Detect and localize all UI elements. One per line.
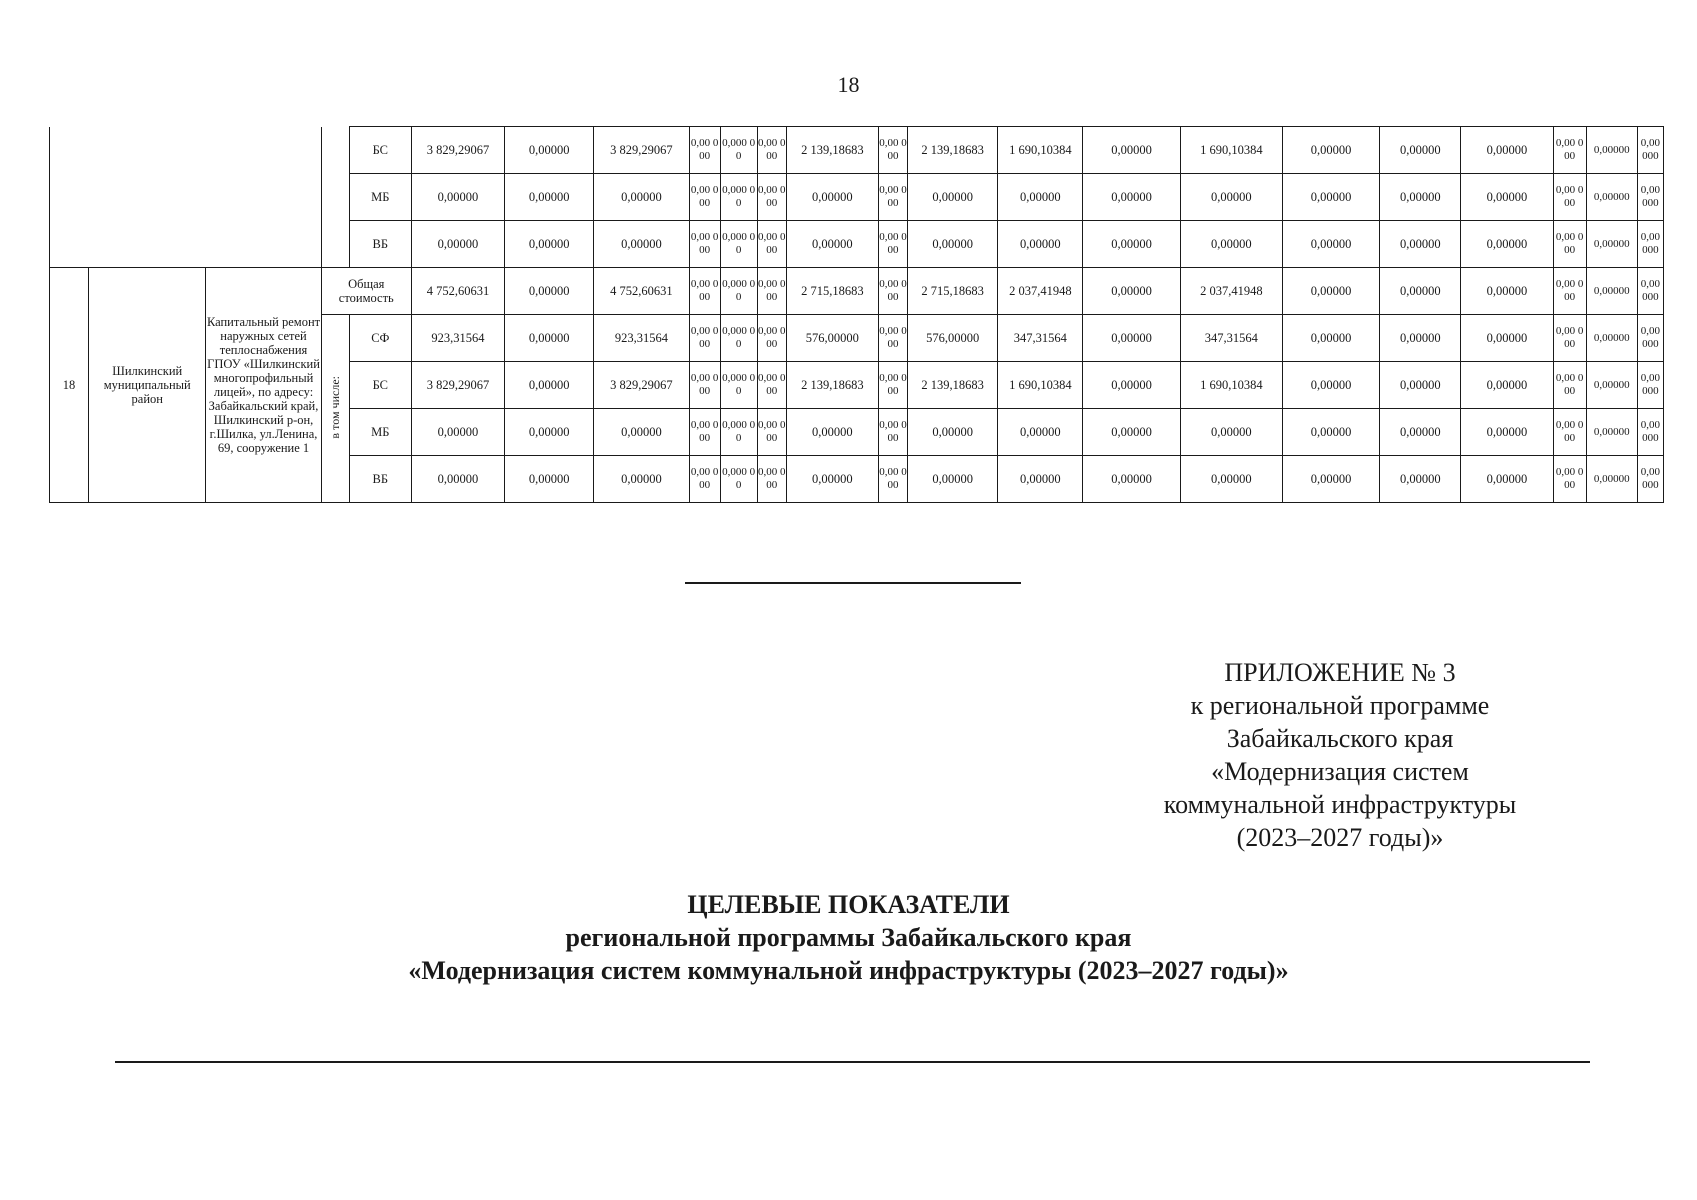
value-cell: 0,00000 bbox=[1083, 456, 1180, 503]
value-cell: 0,00 000 bbox=[1553, 127, 1586, 174]
value-cell: 576,00000 bbox=[786, 315, 878, 362]
value-cell: 0,00000 bbox=[1461, 221, 1553, 268]
value-cell: 0,00000 bbox=[1083, 362, 1180, 409]
source-label: БС bbox=[349, 362, 411, 409]
value-cell: 0,00 000 bbox=[689, 362, 720, 409]
value-cell: 923,31564 bbox=[594, 315, 689, 362]
value-cell: 0,00000 bbox=[1180, 456, 1282, 503]
source-label: ВБ bbox=[349, 456, 411, 503]
value-cell: 0,00 000 bbox=[757, 221, 786, 268]
value-cell: 0,00000 bbox=[908, 456, 998, 503]
value-cell: 0,00000 bbox=[1586, 174, 1637, 221]
value-cell: 0,000 00 bbox=[720, 174, 757, 221]
value-cell: 0,00000 bbox=[1586, 315, 1637, 362]
value-cell: 0,00 000 bbox=[1637, 409, 1663, 456]
value-cell: 0,00 000 bbox=[1637, 127, 1663, 174]
value-cell: 0,000 00 bbox=[720, 221, 757, 268]
source-label: БС bbox=[349, 127, 411, 174]
value-cell: 0,00 000 bbox=[1637, 456, 1663, 503]
value-cell: 0,00000 bbox=[1083, 315, 1180, 362]
appendix-line: коммунальной инфраструктуры bbox=[1163, 790, 1517, 819]
value-cell: 0,00 000 bbox=[1637, 315, 1663, 362]
table-row bbox=[50, 127, 1664, 174]
value-cell: 0,00000 bbox=[1461, 456, 1553, 503]
value-cell: 0,00000 bbox=[1083, 127, 1180, 174]
value-cell: 3 829,29067 bbox=[411, 127, 504, 174]
value-cell: 0,00000 bbox=[998, 221, 1083, 268]
value-cell: 0,00000 bbox=[1586, 127, 1637, 174]
value-cell: 0,000 00 bbox=[720, 409, 757, 456]
appendix-line: «Модернизация систем bbox=[1211, 757, 1469, 786]
value-cell: 347,31564 bbox=[998, 315, 1083, 362]
value-cell: 0,00000 bbox=[594, 456, 689, 503]
value-cell: 0,00 000 bbox=[757, 174, 786, 221]
value-cell: 0,00 000 bbox=[1637, 221, 1663, 268]
value-cell: 0,000 00 bbox=[720, 315, 757, 362]
value-cell: 0,00 000 bbox=[1553, 362, 1586, 409]
appendix-line: (2023–2027 годы)» bbox=[1236, 823, 1444, 852]
section-heading bbox=[0, 888, 1697, 987]
source-label: МБ bbox=[349, 174, 411, 221]
value-cell: 0,00000 bbox=[1180, 221, 1282, 268]
value-cell: 0,00000 bbox=[1586, 409, 1637, 456]
source-label: СФ bbox=[349, 315, 411, 362]
value-cell: 0,00 000 bbox=[878, 315, 907, 362]
source-label: ВБ bbox=[349, 221, 411, 268]
value-cell: 0,00 000 bbox=[1637, 174, 1663, 221]
value-cell: 0,00 000 bbox=[878, 362, 907, 409]
value-cell: 0,00 000 bbox=[757, 127, 786, 174]
financing-table-body bbox=[50, 127, 1664, 503]
value-cell: 0,00 000 bbox=[757, 456, 786, 503]
appendix-block bbox=[1140, 656, 1540, 854]
value-cell: 0,00000 bbox=[1586, 268, 1637, 315]
value-cell: 0,00000 bbox=[1180, 174, 1282, 221]
value-cell: 0,00000 bbox=[505, 315, 594, 362]
table-row bbox=[50, 268, 1664, 315]
value-cell: 0,00000 bbox=[786, 174, 878, 221]
value-cell: 2 139,18683 bbox=[908, 362, 998, 409]
value-cell: 0,00 000 bbox=[878, 174, 907, 221]
value-cell: 0,00000 bbox=[786, 409, 878, 456]
value-cell: 0,00 000 bbox=[1637, 362, 1663, 409]
value-cell: 0,00000 bbox=[411, 456, 504, 503]
value-cell: 0,00000 bbox=[411, 221, 504, 268]
value-cell: 0,00000 bbox=[1586, 362, 1637, 409]
value-cell: 1 690,10384 bbox=[998, 362, 1083, 409]
value-cell: 0,00000 bbox=[786, 221, 878, 268]
value-cell: 0,00 000 bbox=[878, 127, 907, 174]
value-cell: 2 715,18683 bbox=[908, 268, 998, 315]
value-cell: 3 829,29067 bbox=[411, 362, 504, 409]
value-cell: 0,00000 bbox=[1380, 362, 1461, 409]
value-cell: 2 715,18683 bbox=[786, 268, 878, 315]
value-cell: 0,00 000 bbox=[1553, 315, 1586, 362]
value-cell: 0,00000 bbox=[1282, 127, 1379, 174]
appendix-line: ПРИЛОЖЕНИЕ № 3 bbox=[1224, 658, 1456, 687]
value-cell: 0,00000 bbox=[594, 409, 689, 456]
value-cell: 0,00 000 bbox=[689, 127, 720, 174]
value-cell: 0,00000 bbox=[1180, 409, 1282, 456]
value-cell: 1 690,10384 bbox=[998, 127, 1083, 174]
value-cell: 576,00000 bbox=[908, 315, 998, 362]
value-cell: 0,00 000 bbox=[689, 268, 720, 315]
heading-program-name: «Модернизация систем коммунальной инфраструктуры (2023–2027 годы)» bbox=[408, 956, 1289, 985]
value-cell: 0,00000 bbox=[505, 362, 594, 409]
value-cell: 0,00000 bbox=[1380, 409, 1461, 456]
value-cell: 0,00000 bbox=[1586, 456, 1637, 503]
value-cell: 0,00 000 bbox=[689, 409, 720, 456]
value-cell: 0,00000 bbox=[1282, 456, 1379, 503]
value-cell: 3 829,29067 bbox=[594, 127, 689, 174]
value-cell: 0,00000 bbox=[1380, 315, 1461, 362]
value-cell: 0,00000 bbox=[1461, 362, 1553, 409]
value-cell: 0,00000 bbox=[505, 456, 594, 503]
value-cell: 0,00000 bbox=[594, 174, 689, 221]
value-cell: 0,00000 bbox=[1586, 221, 1637, 268]
value-cell: 0,00000 bbox=[1282, 409, 1379, 456]
financing-table bbox=[49, 126, 1664, 503]
value-cell: 923,31564 bbox=[411, 315, 504, 362]
value-cell: 0,00 000 bbox=[757, 409, 786, 456]
value-cell: 0,00 000 bbox=[878, 409, 907, 456]
value-cell: 0,00000 bbox=[1380, 456, 1461, 503]
value-cell: 0,00000 bbox=[1083, 409, 1180, 456]
value-cell: 0,00000 bbox=[1380, 221, 1461, 268]
value-cell: 0,00 000 bbox=[1553, 456, 1586, 503]
value-cell: 0,00 000 bbox=[757, 268, 786, 315]
value-cell: 0,00 000 bbox=[1553, 268, 1586, 315]
value-cell: 0,00000 bbox=[1380, 174, 1461, 221]
continued-including-cell bbox=[321, 127, 349, 268]
value-cell: 0,00000 bbox=[1282, 268, 1379, 315]
value-cell: 2 139,18683 bbox=[786, 362, 878, 409]
value-cell: 0,00 000 bbox=[878, 456, 907, 503]
value-cell: 2 037,41948 bbox=[998, 268, 1083, 315]
value-cell: 0,000 00 bbox=[720, 127, 757, 174]
value-cell: 0,00000 bbox=[411, 409, 504, 456]
value-cell: 1 690,10384 bbox=[1180, 362, 1282, 409]
value-cell: 0,00 000 bbox=[757, 315, 786, 362]
value-cell: 0,00000 bbox=[998, 456, 1083, 503]
value-cell: 0,00000 bbox=[1380, 127, 1461, 174]
value-cell: 0,00 000 bbox=[689, 221, 720, 268]
value-cell: 0,00000 bbox=[505, 127, 594, 174]
value-cell: 4 752,60631 bbox=[594, 268, 689, 315]
value-cell: 0,00 000 bbox=[689, 315, 720, 362]
value-cell: 347,31564 bbox=[1180, 315, 1282, 362]
value-cell: 0,00000 bbox=[786, 456, 878, 503]
value-cell: 0,00000 bbox=[505, 221, 594, 268]
value-cell: 0,00000 bbox=[908, 174, 998, 221]
page-number: 18 bbox=[837, 72, 860, 97]
value-cell: 0,00 000 bbox=[878, 268, 907, 315]
separator-line bbox=[685, 582, 1021, 584]
appendix-line: Забайкальского края bbox=[1226, 724, 1454, 753]
value-cell: 0,00000 bbox=[1282, 174, 1379, 221]
value-cell: 2 139,18683 bbox=[786, 127, 878, 174]
value-cell: 0,00000 bbox=[1282, 362, 1379, 409]
including-cell bbox=[321, 315, 349, 503]
value-cell: 0,00000 bbox=[505, 174, 594, 221]
value-cell: 0,00000 bbox=[505, 268, 594, 315]
value-cell: 0,00 000 bbox=[878, 221, 907, 268]
appendix-line: к региональной программе bbox=[1190, 691, 1490, 720]
value-cell: 4 752,60631 bbox=[411, 268, 504, 315]
value-cell: 0,00000 bbox=[1083, 174, 1180, 221]
value-cell: 0,000 00 bbox=[720, 362, 757, 409]
value-cell: 0,00000 bbox=[908, 409, 998, 456]
value-cell: 0,00 000 bbox=[757, 362, 786, 409]
row-number: 18 bbox=[50, 268, 89, 503]
value-cell: 0,00000 bbox=[1461, 174, 1553, 221]
source-label: МБ bbox=[349, 409, 411, 456]
value-cell: 0,00000 bbox=[998, 409, 1083, 456]
value-cell: 0,00 000 bbox=[689, 174, 720, 221]
heading-subtitle: региональной программы Забайкальского края bbox=[565, 923, 1132, 952]
value-cell: 0,00000 bbox=[1282, 221, 1379, 268]
value-cell: 2 139,18683 bbox=[908, 127, 998, 174]
value-cell: 0,00 000 bbox=[689, 456, 720, 503]
value-cell: 0,00000 bbox=[1083, 221, 1180, 268]
value-cell: 0,000 00 bbox=[720, 268, 757, 315]
value-cell: 0,00000 bbox=[1461, 315, 1553, 362]
value-cell: 0,00 000 bbox=[1553, 409, 1586, 456]
value-cell: 0,00000 bbox=[594, 221, 689, 268]
value-cell: 3 829,29067 bbox=[594, 362, 689, 409]
municipality-name: Шилкинский муниципальный район bbox=[89, 268, 206, 503]
value-cell: 0,00000 bbox=[1461, 268, 1553, 315]
separator-line-long bbox=[115, 1061, 1590, 1063]
value-cell: 0,00000 bbox=[1083, 268, 1180, 315]
value-cell: 0,00 000 bbox=[1553, 174, 1586, 221]
value-cell: 0,00000 bbox=[1282, 315, 1379, 362]
value-cell: 0,00000 bbox=[1380, 268, 1461, 315]
value-cell: 0,00 000 bbox=[1553, 221, 1586, 268]
value-cell: 0,00000 bbox=[1461, 127, 1553, 174]
value-cell: 0,00000 bbox=[411, 174, 504, 221]
value-cell: 0,00000 bbox=[505, 409, 594, 456]
value-cell: 0,000 00 bbox=[720, 456, 757, 503]
heading-title: ЦЕЛЕВЫЕ ПОКАЗАТЕЛИ bbox=[687, 890, 1010, 919]
object-description: Капитальный ремонт наружных сетей теплоснабжения ГПОУ «Шилкинский многопрофильный лицей», по адресу: Забайкальский край, Шилкинский р-он, г.Шилка, ул.Ленина, 69, сооружение 1 bbox=[206, 268, 321, 503]
including-label: в том числе: bbox=[328, 375, 343, 439]
value-cell: 0,00 000 bbox=[1637, 268, 1663, 315]
value-cell: 0,00000 bbox=[1461, 409, 1553, 456]
continued-empty-cell bbox=[50, 127, 322, 268]
total-label: Общая стоимость bbox=[321, 268, 411, 315]
value-cell: 1 690,10384 bbox=[1180, 127, 1282, 174]
value-cell: 0,00000 bbox=[998, 174, 1083, 221]
value-cell: 2 037,41948 bbox=[1180, 268, 1282, 315]
value-cell: 0,00000 bbox=[908, 221, 998, 268]
